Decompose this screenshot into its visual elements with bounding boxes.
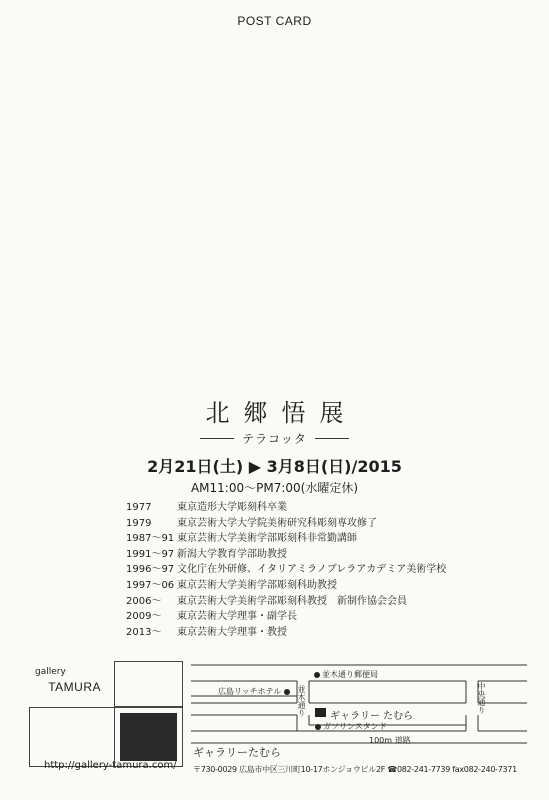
map-namiki-street: 並木通り <box>297 685 306 717</box>
post-office-dot <box>314 672 320 678</box>
map-100m-road: 100m 道路 <box>369 736 411 745</box>
bio-text: 東京芸術大学美術学部彫刻科助教授 <box>177 579 337 591</box>
bio-year: 2013～ <box>126 626 162 638</box>
exhibition-dates: 2月21日(土) ▶ 3月8日(日)/2015 <box>147 457 402 476</box>
gallery-location-marker <box>315 708 326 717</box>
artist-biography <box>126 500 536 640</box>
bio-row <box>126 516 536 532</box>
bio-row <box>126 594 536 610</box>
bio-year: 1991～97 <box>126 548 175 560</box>
map-post-office <box>314 669 378 680</box>
gallery-name: ギャラリーたむら <box>193 746 281 759</box>
bio-row <box>126 531 536 547</box>
logo-cell-filled <box>114 707 183 767</box>
hotel-dot <box>284 689 290 695</box>
logo-cell <box>29 707 115 767</box>
map-gas-station <box>315 721 387 732</box>
map-hotel-label <box>218 686 292 697</box>
bio-text: 東京造形大学彫刻科卒業 <box>177 502 287 513</box>
exhibition-subtitle: テラコッタ <box>242 432 307 446</box>
exhibition-title: 北郷悟展 <box>205 399 358 427</box>
map-chuo-street: 中央通り <box>477 682 486 714</box>
bio-row <box>126 578 536 594</box>
subtitle-rule-right <box>315 438 349 439</box>
bio-text: 新潟大学教育学部助教授 <box>177 548 287 560</box>
logo-cell <box>114 661 183 707</box>
bio-row <box>126 625 536 641</box>
bio-year: 2006～ <box>126 595 162 607</box>
gas-station-dot <box>315 724 321 730</box>
bio-row <box>126 562 536 578</box>
bio-row <box>126 500 536 516</box>
bio-year: 1979 <box>126 517 152 529</box>
bio-text: 東京芸術大学大学院美術研究科彫刻専攻修了 <box>177 517 377 529</box>
bio-year: 1997～06 <box>126 579 175 591</box>
bio-text: 東京芸術大学理事・副学長 <box>177 611 297 623</box>
exhibition-hours: AM11:00～PM7:00(水曜定休) <box>190 481 359 495</box>
logo-fill <box>120 713 177 761</box>
bio-text: 文化庁在外研修、イタリアミラノブレラアカデミア美術学校 <box>177 564 447 576</box>
postcard-label: POST CARD <box>237 14 312 28</box>
gallery-address: 〒730-0029 広島市中区三川町10-17ホンジョウビル2F ☎082-241-7739 fax082-240-7371 <box>193 765 517 774</box>
access-map <box>191 655 527 747</box>
website-url[interactable]: http://gallery-tamura.com/ <box>44 760 177 771</box>
bio-text: 東京芸術大学美術学部彫刻科教授 新制作協会会員 <box>177 595 407 607</box>
bio-year: 1996～97 <box>126 564 175 576</box>
bio-year: 2009～ <box>126 611 162 623</box>
logo-text-tamura: TAMURA <box>48 680 101 694</box>
bio-text: 東京芸術大学理事・教授 <box>177 626 287 638</box>
hotel-label: 広島リッチホテル <box>218 687 282 696</box>
bio-text: 東京芸術大学美術学部彫刻科非常勤講師 <box>177 533 357 545</box>
gas-station-label: ガソリンスタンド <box>323 722 387 731</box>
subtitle-rule-left <box>200 438 234 439</box>
subtitle-row <box>0 430 549 447</box>
logo-text-gallery: gallery <box>35 667 66 677</box>
bio-year: 1977 <box>126 502 152 513</box>
bio-row <box>126 609 536 625</box>
post-office-label: 並木通り郵便局 <box>322 670 378 679</box>
bio-year: 1987～91 <box>126 533 175 545</box>
bio-row <box>126 547 536 563</box>
map-gallery-label: ギャラリー たむら <box>330 711 414 722</box>
